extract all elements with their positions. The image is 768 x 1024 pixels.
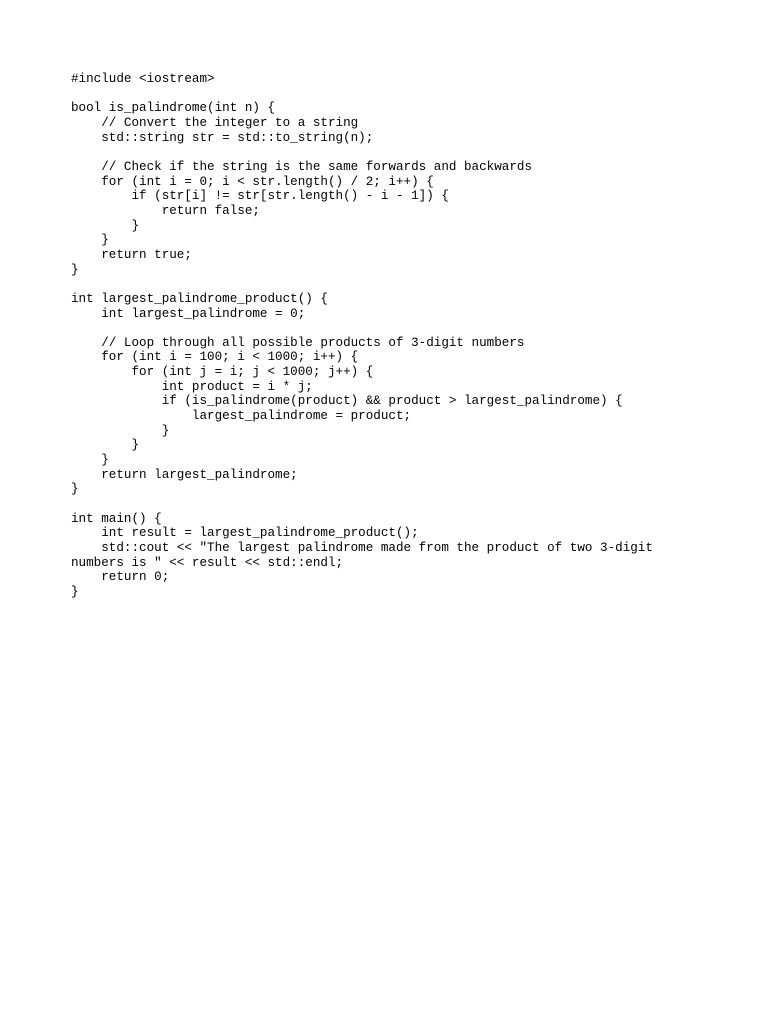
- code-line: [71, 321, 731, 336]
- code-line: return 0;: [71, 570, 170, 585]
- code-line: }: [71, 423, 170, 438]
- code-line: for (int j = i; j < 1000; j++) {: [71, 365, 374, 380]
- code-line: for (int i = 100; i < 1000; i++) {: [71, 350, 359, 365]
- code-line: return largest_palindrome;: [71, 467, 298, 482]
- code-line: // Convert the integer to a string: [71, 115, 359, 130]
- code-line: // Loop through all possible products of 3-digit numbers: [71, 335, 525, 350]
- code-line: int result = largest_palindrome_product();: [71, 526, 419, 541]
- code-line: [71, 145, 731, 160]
- code-line: if (str[i] != str[str.length() - i - 1]) {: [71, 189, 449, 204]
- code-line: numbers is " << result << std::endl;: [71, 555, 344, 570]
- code-line: }: [71, 262, 79, 277]
- code-line: int largest_palindrome_product() {: [71, 291, 328, 306]
- code-line: // Check if the string is the same forwards and backwards: [71, 159, 533, 174]
- code-line: std::string str = std::to_string(n);: [71, 130, 374, 145]
- code-line: }: [71, 218, 140, 233]
- code-line: }: [71, 453, 109, 468]
- code-line: int main() {: [71, 511, 162, 526]
- code-line: largest_palindrome = product;: [71, 409, 412, 424]
- code-line: return false;: [71, 203, 260, 218]
- code-line: #include <iostream>: [71, 72, 215, 86]
- code-line: std::cout << "The largest palindrome made from the product of two 3-digit: [71, 541, 653, 555]
- code-line: bool is_palindrome(int n) {: [71, 101, 276, 116]
- code-line: [71, 497, 731, 512]
- code-line: }: [71, 482, 79, 497]
- code-line: }: [71, 233, 109, 248]
- code-line: return true;: [71, 247, 192, 262]
- code-line: int largest_palindrome = 0;: [71, 306, 306, 321]
- code-line: int product = i * j;: [71, 379, 313, 394]
- code-block: [71, 72, 731, 600]
- code-line: }: [71, 438, 140, 453]
- code-line: for (int i = 0; i < str.length() / 2; i++) {: [71, 174, 434, 189]
- code-line: [71, 277, 731, 292]
- code-line: }: [71, 584, 79, 599]
- code-line: [71, 87, 731, 102]
- code-line: if (is_palindrome(product) && product > largest_palindrome) {: [71, 394, 623, 409]
